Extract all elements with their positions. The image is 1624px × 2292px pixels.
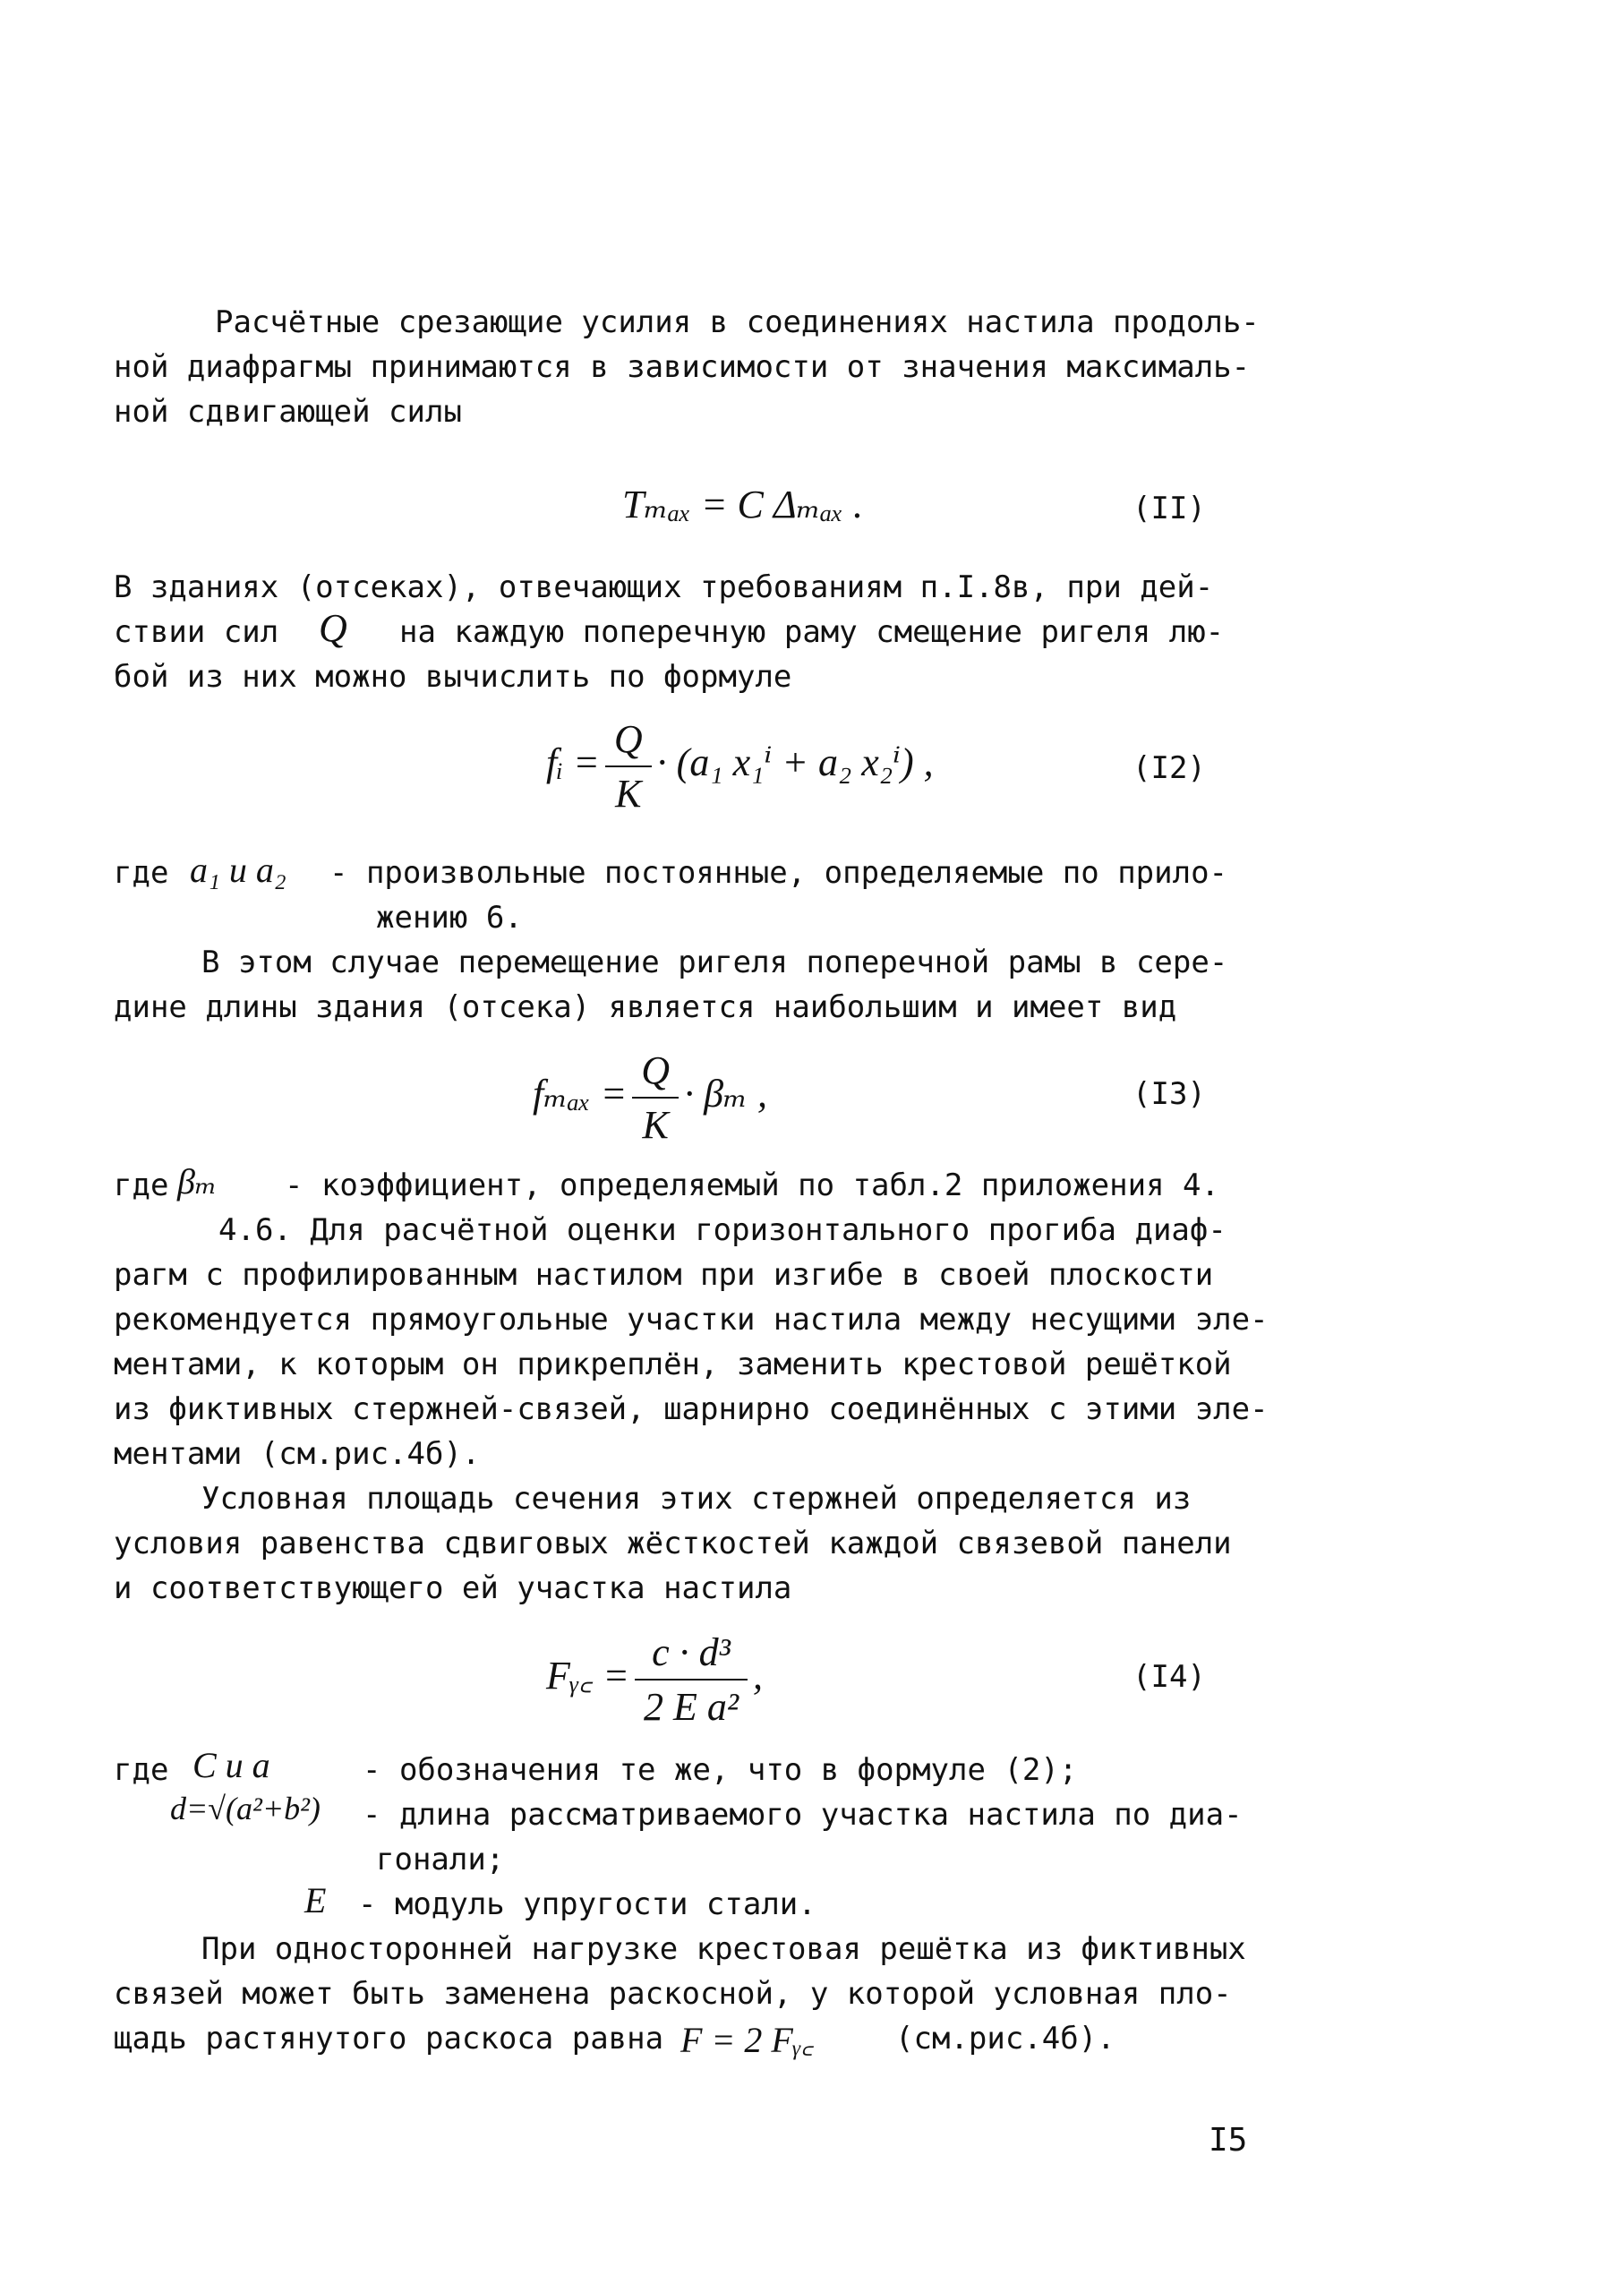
paragraph-2-line-2a: ствии сил bbox=[114, 614, 279, 650]
formula-13-numerator: Q bbox=[641, 1048, 671, 1092]
paragraph-3-line-1: В этом случае перемещение ригеля поперечной рамы в сере- bbox=[201, 945, 1228, 980]
paragraph-5-line-2: условия равенства сдвиговых жёсткостей каждой связевой панели bbox=[114, 1526, 1232, 1561]
formula-12-fraction bbox=[605, 716, 652, 817]
formula-14-rhs: , bbox=[753, 1654, 764, 1698]
formula-14 bbox=[546, 1629, 763, 1730]
formula-13-rhs: · βₘ , bbox=[684, 1072, 767, 1116]
paragraph-4-line-5: из фиктивных стержней-связей, шарнирно соединённых с этими эле- bbox=[114, 1391, 1269, 1427]
formula-11: Tₘₐₓ = C Δₘₐₓ . bbox=[622, 483, 864, 526]
formula-14-denominator: 2 E a² bbox=[635, 1679, 748, 1730]
formula-12-numerator: Q bbox=[613, 717, 643, 761]
where-14-text-4: - модуль упругости стали. bbox=[358, 1886, 816, 1922]
where-12-symbol: a₁ и a₂ bbox=[190, 850, 286, 890]
formula-12-lhs: fᵢ = bbox=[546, 740, 600, 785]
paragraph-5-line-1: Условная площадь сечения этих стержней определяется из bbox=[201, 1481, 1192, 1517]
formula-13-lhs: fₘₐₓ = bbox=[533, 1072, 628, 1116]
paragraph-1-line-1: Расчётные срезающие усилия в соединениях настила продоль- bbox=[215, 304, 1260, 340]
paragraph-1-line-3: ной сдвигающей силы bbox=[114, 394, 462, 430]
equation-number-12: (I2) bbox=[1133, 750, 1206, 786]
formula-12-rhs: · (a₁ x₁ⁱ + a₂ x₂ⁱ) , bbox=[656, 740, 934, 785]
paragraph-2-line-1: В зданиях (отсеках), отвечающих требованиям п.I.8в, при дей- bbox=[114, 569, 1214, 605]
where-14-text-1: - обозначения те же, что в формуле (2); bbox=[363, 1752, 1078, 1788]
where-12-prefix: где bbox=[114, 855, 169, 891]
where-13-prefix: где bbox=[114, 1167, 169, 1203]
formula-12 bbox=[546, 716, 934, 817]
symbol-q: Q bbox=[319, 606, 347, 650]
paragraph-4-line-4: ментами, к которым он прикреплён, заменить крестовой решёткой bbox=[114, 1347, 1232, 1382]
formula-13-denominator: K bbox=[632, 1097, 679, 1148]
formula-12-denominator: K bbox=[605, 765, 652, 817]
equation-number-14: (I4) bbox=[1133, 1659, 1206, 1695]
paragraph-5-line-3: и соответствующего ей участка настила bbox=[114, 1570, 792, 1606]
where-12-text-2: жению 6. bbox=[376, 900, 523, 936]
where-13-symbol: βₘ bbox=[177, 1161, 218, 1202]
formula-14-lhs: Fᵧ꜀ = bbox=[546, 1654, 629, 1698]
formula-13 bbox=[533, 1048, 767, 1148]
equation-number-13: (I3) bbox=[1133, 1076, 1206, 1112]
where-12-text-1: - произвольные постоянные, определяемые по прило- bbox=[329, 855, 1228, 891]
formula-14-numerator: c · d³ bbox=[652, 1630, 731, 1674]
paragraph-4-line-6: ментами (см.рис.4б). bbox=[114, 1436, 481, 1472]
paragraph-4-line-1: 4.6. Для расчётной оценки горизонтального прогиба диаф- bbox=[218, 1212, 1227, 1248]
paragraph-3-line-2: дине длины здания (отсека) является наибольшим и имеет вид bbox=[114, 989, 1177, 1025]
page-number: I5 bbox=[1209, 2122, 1248, 2159]
where-13-text: - коэффициент, определяемый по табл.2 приложения 4. bbox=[285, 1167, 1219, 1203]
paragraph-2-line-3: бой из них можно вычислить по формуле bbox=[114, 659, 792, 695]
where-14-text-3: гонали; bbox=[376, 1842, 505, 1877]
formula-14-fraction bbox=[635, 1629, 748, 1730]
paragraph-4-line-3: рекомендуется прямоугольные участки настила между несущими эле- bbox=[114, 1302, 1269, 1338]
where-14-symbol-3: E bbox=[304, 1880, 327, 1920]
formula-13-fraction bbox=[632, 1048, 679, 1148]
paragraph-6-line-3a: щадь растянутого раскоса равна bbox=[114, 2021, 664, 2057]
equation-number-11: (II) bbox=[1133, 491, 1206, 526]
where-14-symbol-2: d=√(a²+b²) bbox=[170, 1791, 321, 1826]
paragraph-2-line-2b: на каждую поперечную раму смещение ригеля лю- bbox=[399, 614, 1225, 650]
paragraph-6-line-3b: (см.рис.4б). bbox=[895, 2021, 1115, 2057]
paragraph-6-line-1: При односторонней нагрузке крестовая решётка из фиктивных bbox=[201, 1931, 1246, 1967]
where-14-symbol-1: C и a bbox=[192, 1745, 270, 1785]
where-14-text-2: - длина рассматриваемого участка настила по диа- bbox=[363, 1797, 1243, 1833]
paragraph-4-line-2: рагм с профилированным настилом при изгибе в своей плоскости bbox=[114, 1257, 1214, 1293]
where-14-prefix: где bbox=[114, 1752, 169, 1788]
paragraph-6-line-2: связей может быть заменена раскосной, у которой условная пло- bbox=[114, 1976, 1232, 2012]
paragraph-1-line-2: ной диафрагмы принимаются в зависимости от значения максималь- bbox=[114, 349, 1251, 385]
paragraph-6-formula: F = 2 Fᵧ꜀ bbox=[680, 2020, 814, 2060]
